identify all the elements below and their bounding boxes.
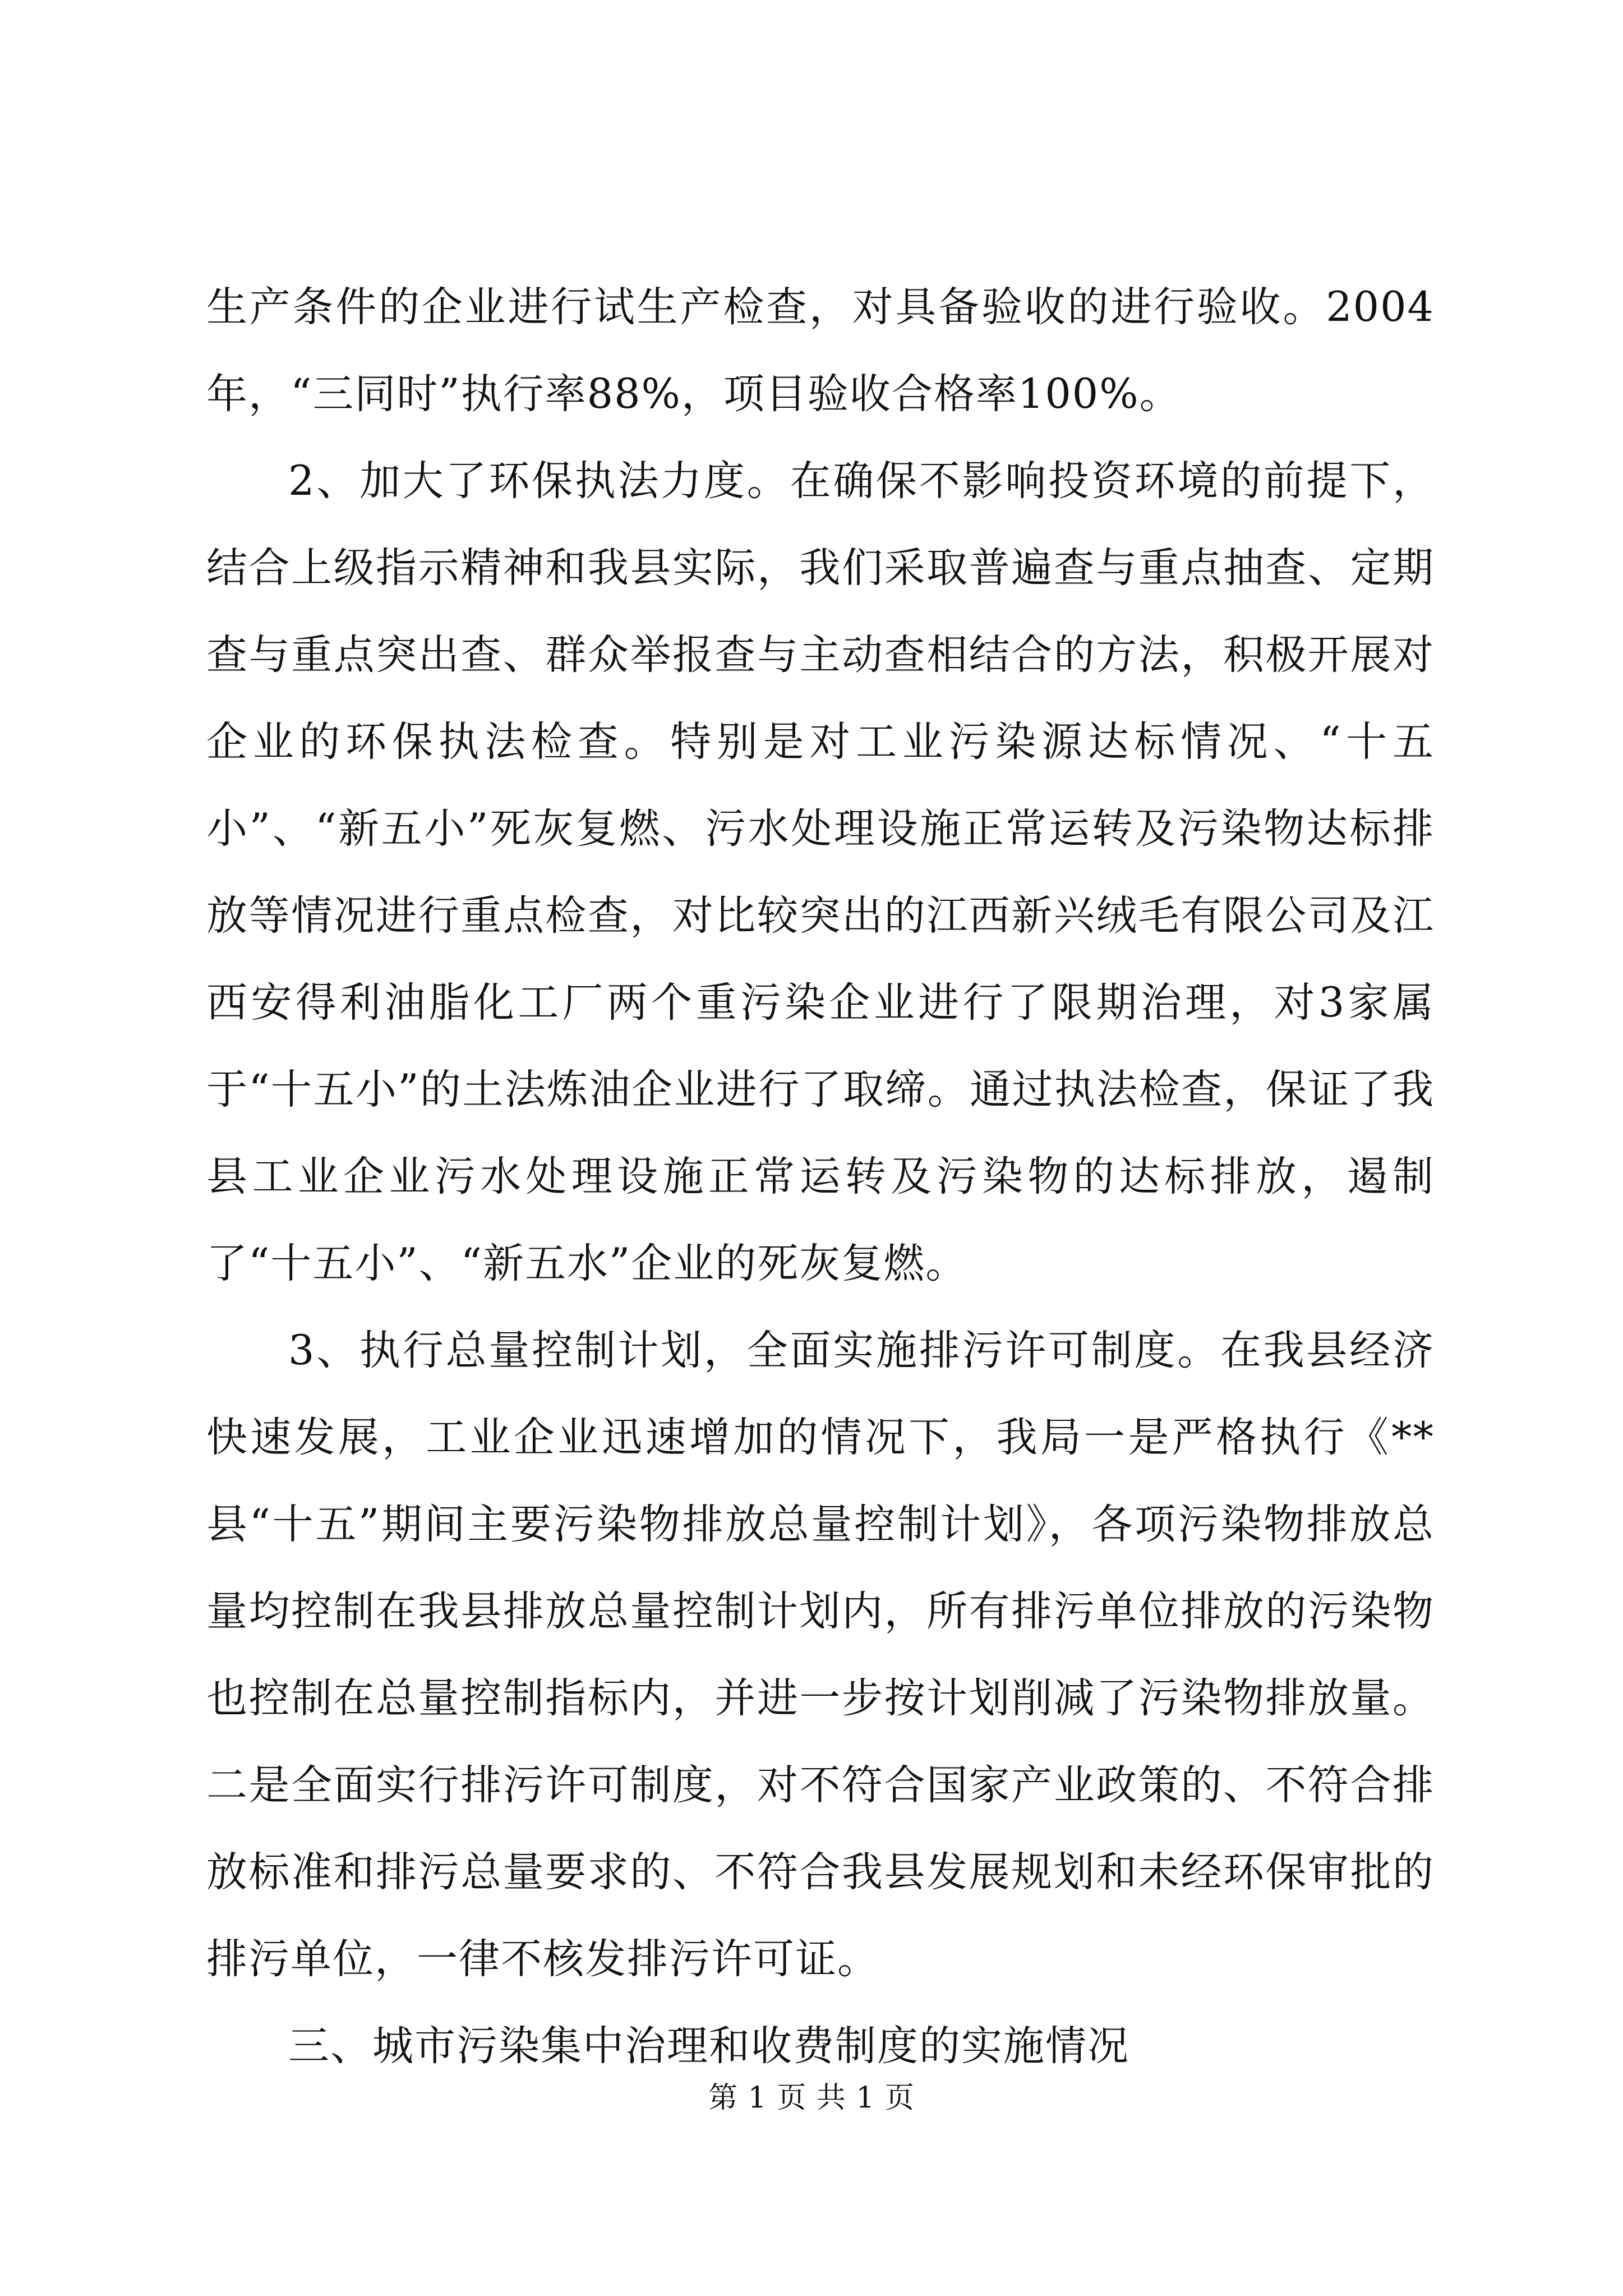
- document-body: [206, 264, 1435, 2090]
- page-footer: 第 1 页 共 1 页: [708, 2081, 915, 2115]
- paragraph-continuation: 生产条件的企业进行试生产检查，对具备验收的进行验收。2004年，“三同时”执行率88%，项目验收合格率100%。: [206, 283, 1435, 418]
- section-heading: 三、城市污染集中治理和收费制度的实施情况: [288, 2022, 1129, 2070]
- paragraph-enforcement: 2、加大了环保执法力度。在确保不影响投资环境的前提下，结合上级指示精神和我县实际，我们采取普遍查与重点抽查、定期查与重点突出查、群众举报查与主动查相结合的方法，积极开展对企业的环保执法检查。特别是对工业污染源达标情况、“十五小”、“新五小”死灰复燃、污水处理设施正常运转及污染物达标排放等情况进行重点检查，对比较突出的江西新兴绒毛有限公司及江西安得利油脂化工厂两个重污染企业进行了限期治理，对3家属于“十五小”的土法炼油企业进行了取缔。通过执法检查，保证了我县工业企业污水处理设施正常运转及污染物的达标排放，遏制了“十五小”、“新五水”企业的死灰复燃。: [206, 457, 1435, 1287]
- paragraph-total-control: 3、执行总量控制计划，全面实施排污许可制度。在我县经济快速发展，工业企业迅速增加的情况下，我局一是严格执行《**县“十五”期间主要污染物排放总量控制计划》，各项污染物排放总量均控制在我县排放总量控制计划内，所有排污单位排放的污染物也控制在总量控制指标内，并进一步按计划削减了污染物排放量。二是全面实行排污许可制度，对不符合国家产业政策的、不符合排放标准和排污总量要求的、不符合我县发展规划和未经环保审批的排污单位，一律不核发排污许可证。: [206, 1327, 1435, 1983]
